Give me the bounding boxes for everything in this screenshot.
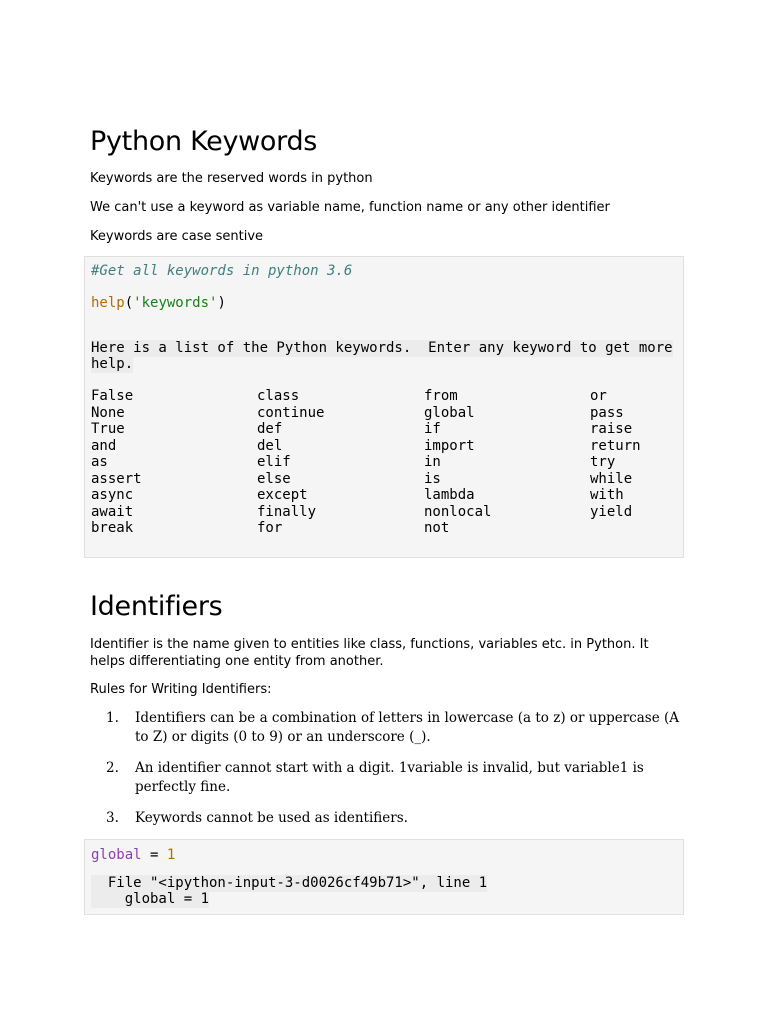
- rule-text: Keywords cannot be used as identifiers.: [135, 810, 408, 826]
- keyword-item: None: [91, 404, 125, 421]
- keyword-item: in: [424, 454, 441, 470]
- keyword-item: not: [424, 520, 450, 536]
- keyword-item: is: [424, 470, 441, 487]
- keyword-item: from: [424, 388, 458, 404]
- keyword-item: if: [424, 421, 441, 437]
- output-intro-line-2: help.: [91, 356, 134, 372]
- keyword-item: global: [424, 404, 475, 421]
- keyword-item: True: [91, 421, 125, 437]
- keyword-item: finally: [257, 503, 317, 520]
- list-number: 1.: [106, 710, 119, 726]
- keyword-column-2: [257, 388, 417, 537]
- output-intro-line-1: Here is a list of the Python keywords. Enter any keyword to get more: [91, 340, 673, 356]
- keyword-item: except: [257, 487, 308, 503]
- keyword-column-1: [91, 388, 251, 537]
- keyword-item: async: [91, 487, 134, 503]
- keyword-item: return: [590, 437, 641, 454]
- list-item: [90, 759, 680, 797]
- paragraph-keywords-1: Keywords are the reserved words in python: [90, 171, 373, 186]
- list-number: 3.: [106, 810, 119, 826]
- keyword-item: else: [257, 470, 291, 487]
- keyword-item: lambda: [424, 487, 475, 503]
- list-number: 2.: [106, 760, 119, 776]
- paragraph-keywords-2: We can't use a keyword as variable name, function name or any other identifier: [90, 200, 610, 215]
- error-line-1: File "<ipython-input-3-d0026cf49b71>", line 1: [91, 875, 488, 891]
- paragraph-keywords-3: Keywords are case sentive: [90, 229, 264, 244]
- keyword-column-4: [590, 388, 680, 520]
- keyword-item: elif: [257, 454, 291, 470]
- keyword-item: class: [257, 388, 300, 404]
- keyword-item: await: [91, 503, 134, 520]
- keyword-item: with: [590, 487, 624, 503]
- section-title-identifiers: Identifiers: [90, 591, 223, 622]
- keyword-item: def: [257, 421, 283, 437]
- keyword-item: or: [590, 388, 607, 404]
- keyword-item: for: [257, 520, 283, 536]
- keyword-item: pass: [590, 404, 624, 421]
- keyword-item: while: [590, 470, 633, 487]
- code-help-call: help('keywords'): [91, 295, 226, 311]
- keyword-item: import: [424, 437, 475, 454]
- paragraph-identifiers-1: Identifier is the name given to entities like class, functions, variables etc. in Python. It helps differentiating one entity from another.: [90, 637, 649, 669]
- keyword-item: assert: [91, 470, 142, 487]
- keyword-item: break: [91, 520, 134, 536]
- error-line-2: global = 1: [91, 891, 210, 907]
- code-cell-keywords[interactable]: [84, 256, 684, 558]
- code-cell-identifiers[interactable]: [84, 839, 684, 915]
- keyword-column-3: [424, 388, 584, 537]
- paragraph-identifiers-2: Rules for Writing Identifiers:: [90, 682, 272, 697]
- code-comment: #Get all keywords in python 3.6: [91, 263, 353, 279]
- rule-text: Identifiers can be a combination of letters in lowercase (a to z) or uppercase (A to Z) or digits (0 to 9) or an underscore (_).: [135, 710, 680, 745]
- keyword-item: False: [91, 388, 134, 404]
- keyword-table: [91, 388, 681, 538]
- rule-text: An identifier cannot start with a digit. 1variable is invalid, but variable1 is perfectly fine.: [135, 760, 644, 795]
- section-title-keywords: Python Keywords: [90, 126, 318, 157]
- keyword-item: del: [257, 437, 283, 454]
- list-item: [90, 709, 680, 747]
- keyword-item: yield: [590, 503, 633, 520]
- list-item: [90, 809, 680, 828]
- keyword-item: nonlocal: [424, 503, 492, 520]
- keyword-item: continue: [257, 404, 325, 421]
- keyword-item: try: [590, 454, 616, 470]
- rules-list: [90, 709, 680, 840]
- keyword-item: as: [91, 454, 108, 470]
- code-global-assign: global = 1: [91, 847, 176, 863]
- keyword-item: raise: [590, 421, 633, 437]
- keyword-item: and: [91, 437, 117, 454]
